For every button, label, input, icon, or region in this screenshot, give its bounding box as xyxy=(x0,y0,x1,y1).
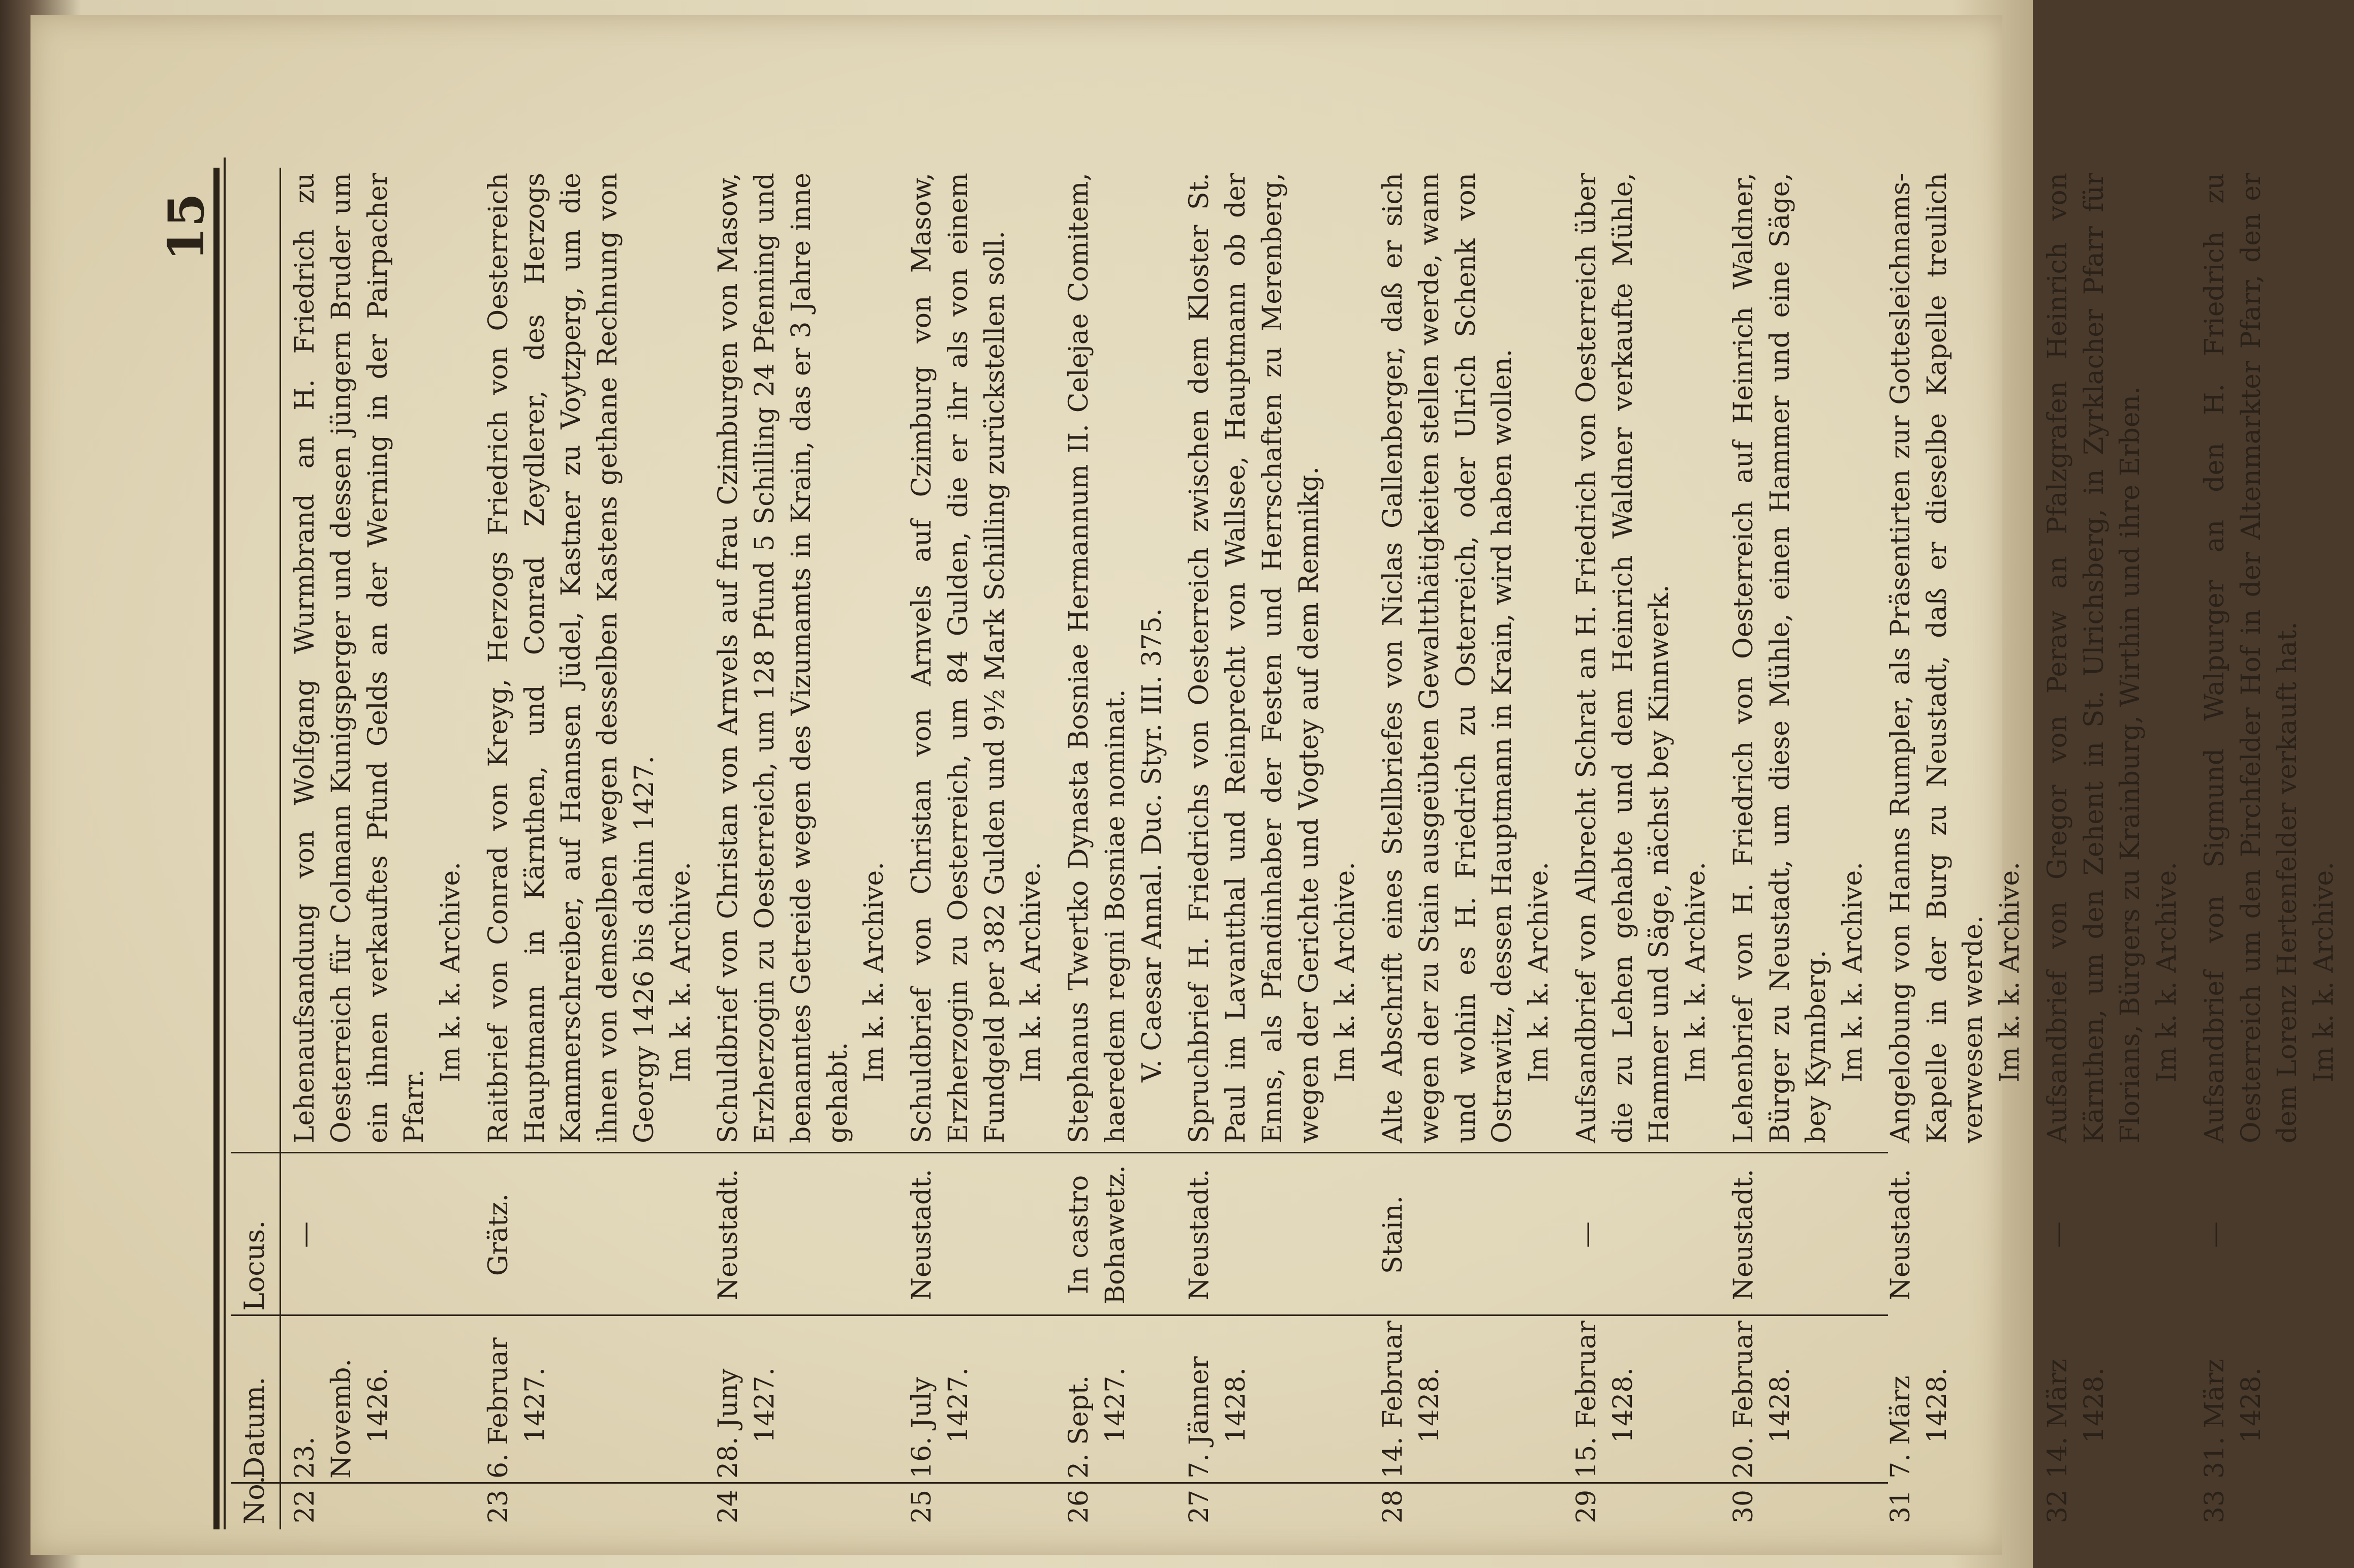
entry-date xyxy=(481,1316,700,1484)
header-date: Datum. xyxy=(238,1376,270,1479)
table-row xyxy=(1375,168,1558,1529)
entry-source: Im k. k. Archive. xyxy=(1016,862,1047,1082)
entry-source: Im k. k. Archive. xyxy=(1995,862,2025,1082)
table-row xyxy=(1182,168,1364,1529)
entry-locus: In castro Bohawetz. xyxy=(1064,1165,1131,1305)
entry-source: Im k. k. Archive. xyxy=(1524,862,1554,1082)
entry-year: 1428. xyxy=(1414,1367,1445,1443)
entry-locus: — xyxy=(1571,1221,1602,1248)
entry-text: Lehenbrief von H. Friedrich von Oesterreich auf Heinrich Waldner, Bürger zu Neustadt, um diese Mühle, einen Hammer und eine Säge, bey Kynnberg. xyxy=(1728,173,1832,1143)
entry-date-day: 7. März xyxy=(1885,1375,1916,1479)
entry-text: Raitbrief von Conrad von Kreyg, Herzogs Friedrich von Oesterreich Hauptmann in Kärnthen, und Conrad Zeydlerer, des Herzogs Kammerschreiber, auf Hannsen Jüdel, Kastner zu Voytzperg, um die ihnen von demselben wegen desselben Kastens gethane Rechnung von Georgy 1426 bis dahin 1427. xyxy=(483,173,660,1143)
entry-text: Lehenaufsandung von Wolfgang Wurmbrand an H. Friedrich zu Oesterreich für Colmann Kunigsperger und dessen jüngern Bruder um ein ihnen verkauftes Pfund Gelds an der Werning in der Pairpacher Pfarr. xyxy=(290,173,430,1143)
entry-number: 31 xyxy=(1885,1489,1916,1524)
table-body xyxy=(287,168,2354,1529)
table-row xyxy=(2197,168,2343,1529)
entry-description xyxy=(1182,168,1364,1153)
entry-description xyxy=(1569,168,1715,1153)
entry-source: V. Caesar Annal. Duc. Styr. III. 375. xyxy=(1136,608,1167,1082)
entry-locus: Stain. xyxy=(1378,1195,1408,1274)
entry-description xyxy=(1061,168,1170,1153)
table-row xyxy=(710,168,893,1529)
table-header xyxy=(231,168,277,1529)
entry-year: 1428. xyxy=(1764,1367,1795,1443)
header-locus: Locus. xyxy=(238,1220,270,1311)
entry-locus: Neustadt. xyxy=(1184,1169,1215,1301)
entry-number: 32 xyxy=(2042,1489,2073,1524)
entry-number: 28 xyxy=(1378,1489,1408,1524)
entry-date xyxy=(1726,1316,1872,1484)
entry-text: Schuldbrief von Christan von Arnvels auf frau Czimburgen von Masow, Erzherzogin zu Oesterreich, um 128 Pfund 5 Schilling 24 Pfenning und benanntes Getreide wegen des Vizumamts in Krain, das er 3 Jahre inne gehabt. xyxy=(713,173,853,1143)
entry-source: Im k. k. Archive. xyxy=(859,862,890,1082)
entry-source: Im k. k. Archive. xyxy=(1330,862,1361,1082)
entry-date-day: 14. Februar xyxy=(1378,1321,1408,1479)
entry-number: 30 xyxy=(1728,1489,1759,1524)
entry-text: Spruchbrief H. Friedrichs von Oesterreich zwischen dem Kloster St. Paul im Lavantthal und Reinprecht von Wallsee, Hauptmann ob der Enns, als Pfandinhaber der Festen und Herrschaften zu Merenberg, wegen der Gerichte und Vogtey auf dem Remnikg. xyxy=(1184,173,1324,1143)
entry-date-day: 6. Februar xyxy=(483,1337,514,1479)
entry-source: Im k. k. Archive. xyxy=(665,862,696,1082)
entry-description xyxy=(1375,168,1558,1153)
entry-locus: Grätz. xyxy=(483,1193,514,1276)
entry-number: 33 xyxy=(2199,1489,2230,1524)
entry-date xyxy=(2040,1316,2186,1484)
entry-date-day: 14. März xyxy=(2042,1359,2073,1479)
entry-text: Alte Abschrift eines Stellbriefes von Niclas Gallenberger, daß er sich wegen der zu Stain ausgeübten Gewaltthätigkeiten stellen werde, wann und wohin es H. Friedrich zu Osterreich, oder Ulrich Schenk von Ostrawitz, dessen Hauptmann in Krain, wird haben wollen. xyxy=(1378,173,1518,1143)
book-page xyxy=(30,15,2339,1555)
entry-date-day: 15. Februar xyxy=(1571,1321,1602,1479)
entry-year: 1428. xyxy=(2079,1367,2110,1443)
entry-description xyxy=(287,168,470,1153)
entry-year: 1427. xyxy=(519,1367,550,1443)
entry-date-day: 28. Juny xyxy=(713,1368,744,1479)
entry-date-day: 31. März xyxy=(2199,1359,2230,1479)
entry-year: 1428. xyxy=(1607,1367,1638,1443)
entry-year: 1428. xyxy=(1221,1367,1251,1443)
top-rule-thin xyxy=(224,158,226,1529)
entry-locus: Neustadt. xyxy=(1885,1169,1916,1301)
entry-text: Angelobung von Hanns Rumpler, als Präsentirten zur Gottesleichnams-Kapelle in der Burg zu Neustadt, daß er dieselbe Kapelle treulich verwesen werde. xyxy=(1885,173,1989,1143)
entry-date-day: 7. Jänner xyxy=(1184,1356,1215,1479)
header-no: No. xyxy=(238,1476,270,1524)
entry-date xyxy=(1061,1316,1170,1484)
entry-number: 29 xyxy=(1571,1489,1602,1524)
entry-date-day: 23. Novemb. xyxy=(290,1358,357,1479)
entry-date xyxy=(2197,1316,2343,1484)
entry-year: 1427. xyxy=(750,1367,780,1443)
entry-locus: Neustadt. xyxy=(907,1169,937,1301)
entry-locus: — xyxy=(290,1221,320,1248)
entry-description xyxy=(710,168,893,1153)
entry-source: Im k. k. Archive. xyxy=(1838,862,1868,1082)
entry-year: 1426. xyxy=(362,1367,393,1443)
table-row xyxy=(481,168,700,1529)
entry-source: Im k. k. Archive. xyxy=(2309,862,2339,1082)
entry-year: 1427. xyxy=(1100,1367,1131,1443)
entry-date xyxy=(1883,1316,2029,1484)
entry-number: 26 xyxy=(1064,1489,1094,1524)
entry-date xyxy=(1569,1316,1715,1484)
entry-locus: Neustadt. xyxy=(1728,1169,1759,1301)
entry-text: Schuldbrief von Christan von Arnvels auf Czimburg von Masow, Erzherzogin zu Oesterreich, um 84 Gulden, die er ihr als von einem Fundgeld per 382 Gulden und 9½ Mark Schilling zurückstellen soll. xyxy=(907,173,1010,1143)
entry-description xyxy=(1883,168,2029,1153)
entry-date-day: 16. July xyxy=(907,1377,937,1479)
entry-text: Aufsandbrief von Sigmund Walpurger an den H. Friedrich zu Oesterreich um den Pirchfelder Hof in der Altenmarkter Pfarr, den er dem Lorenz Hertenfelder verkauft hat. xyxy=(2199,173,2303,1143)
entry-year: 1428. xyxy=(1922,1367,1953,1443)
entry-year: 1427. xyxy=(943,1367,974,1443)
table-row xyxy=(1061,168,1170,1529)
rotated-table xyxy=(142,36,2339,1560)
entry-date xyxy=(904,1316,1050,1484)
entry-description xyxy=(2197,168,2343,1153)
entry-number: 24 xyxy=(713,1489,744,1524)
entry-year: 1428. xyxy=(2236,1367,2267,1443)
table-row xyxy=(1569,168,1715,1529)
entry-number: 23 xyxy=(483,1489,514,1524)
entry-locus: — xyxy=(2199,1221,2230,1248)
entry-source: Im k. k. Archive. xyxy=(1681,862,1711,1082)
entry-date-day: 2. Sept. xyxy=(1064,1375,1094,1479)
entry-number: 22 xyxy=(290,1489,320,1524)
top-rule xyxy=(213,168,220,1529)
entry-number: 25 xyxy=(907,1489,937,1524)
entry-description xyxy=(1726,168,1872,1153)
table-row xyxy=(2040,168,2186,1529)
table-row xyxy=(287,168,470,1529)
entry-number: 27 xyxy=(1184,1489,1215,1524)
entry-date xyxy=(287,1316,470,1484)
header-rule xyxy=(280,168,281,1529)
entry-date-day: 20. Februar xyxy=(1728,1321,1759,1479)
entry-text: Stephanus Twertko Dynasta Bosniae Hermannum II. Celejae Comitem, haeredem regni Bosniae nominat. xyxy=(1064,173,1131,1143)
entry-locus: Neustadt. xyxy=(713,1169,744,1301)
entry-description xyxy=(904,168,1050,1153)
entry-description xyxy=(481,168,700,1153)
entry-date xyxy=(1182,1316,1364,1484)
entry-source: Im k. k. Archive. xyxy=(436,862,466,1082)
table-row xyxy=(904,168,1050,1529)
entry-text: Aufsandbrief von Gregor von Peraw an Pfalzgrafen Heinrich von Kärnthen, um den Zehent in St. Ulrichsberg, in Zyrklacher Pfarr für Florians, Bürgers zu Krainburg, Wirthin und ihre Erben. xyxy=(2042,173,2146,1143)
table-row xyxy=(1726,168,1872,1529)
entry-description xyxy=(2040,168,2186,1153)
page-number: 15 xyxy=(158,193,215,261)
entry-text: Aufsandbrief von Albrecht Schrat an H. Friedrich von Oesterreich über die zu Lehen gehabte und dem Heinrich Waldner verkaufte Mühle, Hammer und Säge, nächst bey Kinnwerk. xyxy=(1571,173,1675,1143)
entry-locus: — xyxy=(2042,1221,2073,1248)
table-row xyxy=(1883,168,2029,1529)
entry-date xyxy=(1375,1316,1558,1484)
entry-date xyxy=(710,1316,893,1484)
entry-source: Im k. k. Archive. xyxy=(2152,862,2182,1082)
